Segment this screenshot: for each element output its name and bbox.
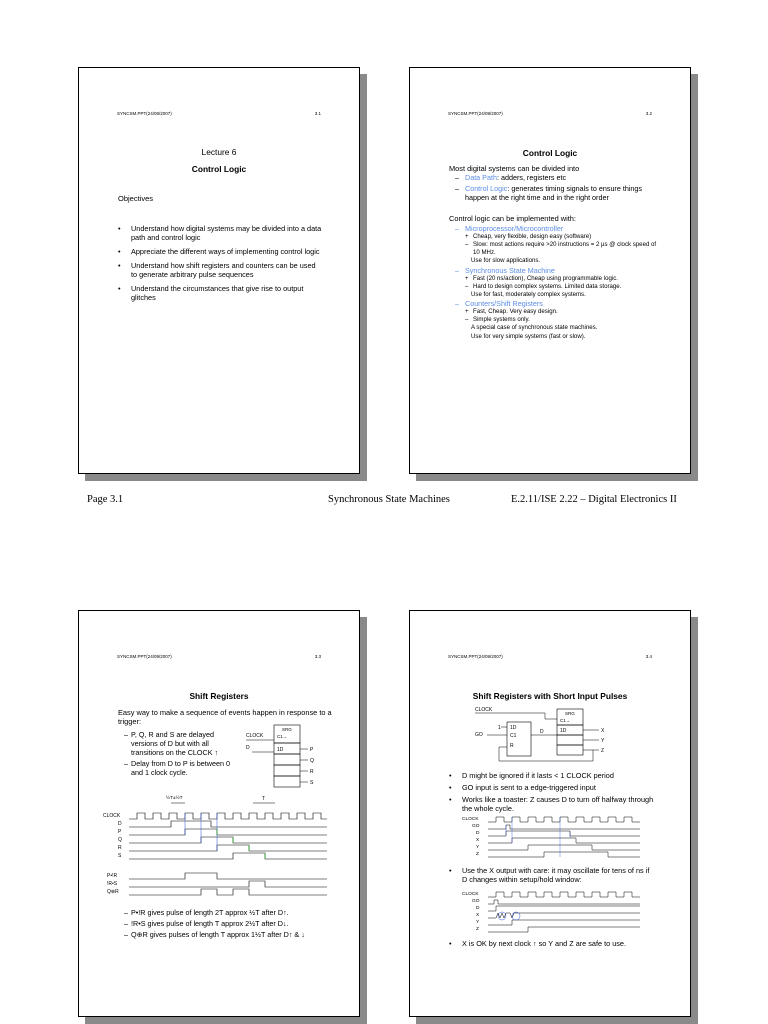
delay-note: – P, Q, R and S are delayed versions of D but with all transitions on the CLOCK ↑ (118, 730, 240, 757)
slide-header: SYNCSM.PPT(24/09/2007) (448, 111, 503, 116)
control-logic-text: : generates timing signals to ensure things happen at the right time and in the right order (465, 184, 643, 202)
ff-1d-label: 1D (510, 725, 517, 731)
intro-text: Most digital systems can be divided into (449, 164, 580, 173)
note-item: • Works like a toaster: Z causes D to turn off halfway through the whole cycle. (449, 795, 654, 813)
pro-item: + Fast (20 ns/action), Cheap using programmable logic. (465, 274, 618, 282)
signal-label: !R•S (107, 881, 118, 887)
con-item: – Slow: most actions require >20 instructions = 2 µs @ clock speed of 10 MHz. (465, 241, 657, 256)
go-label: GO (475, 732, 483, 738)
pro-text: Fast, Cheap. Very easy design. (473, 308, 558, 315)
control-logic-item (449, 184, 659, 202)
data-path-text: : adders, registers etc (496, 173, 567, 182)
output-label: Z (601, 748, 605, 754)
d-input-label: D (246, 745, 250, 751)
slide-number: 3.2 (645, 111, 652, 116)
clock-waveform (129, 813, 327, 819)
con-text: Slow: most actions require >20 instructions = 2 µs @ clock speed of 10 MHz. (473, 241, 657, 256)
con-text: Simple systems only. (473, 316, 530, 323)
signal-label: D (476, 831, 480, 836)
signal-label: P•!R (107, 873, 118, 879)
note-item: • D might be ignored if it lasts < 1 CLOCK period (449, 771, 654, 780)
con-item: – Hard to design complex systems. Limited data storage. (465, 282, 622, 290)
notes-list-3 (449, 939, 664, 953)
note-item: • X is OK by next clock ↑ so Y and Z are safe to use. (449, 939, 664, 948)
usage-text: Use for very simple systems (fast or slow). (471, 332, 586, 340)
slide-3-1 (78, 67, 360, 474)
lecture-number: Lecture 6 (201, 147, 237, 157)
output-label: S (310, 780, 314, 786)
d-signal-label: D (540, 729, 544, 735)
notes-list-1 (449, 771, 654, 818)
signal-label: Y (476, 920, 480, 925)
output-label: X (601, 728, 605, 734)
signal-label: CLOCK (462, 817, 479, 822)
result-note: – P•!R gives pulse of length 2T approx ½T after D↑. (118, 908, 338, 917)
objective-item: • Appreciate the different ways of implementing control logic (118, 247, 323, 256)
slide-number: 3.1 (314, 111, 321, 116)
result-notes (118, 908, 338, 939)
output-label: Q (310, 758, 314, 764)
result-note: – !R•S gives pulse of length T approx 2½T after D↓. (118, 919, 338, 928)
slide-body (449, 164, 659, 341)
pro-item: + Cheap, very flexible, design easy (software) (465, 233, 592, 240)
signal-label: Q (118, 837, 122, 843)
signal-label: Q⊕R (107, 889, 119, 895)
slide-title: Control Logic (522, 148, 578, 158)
note-item: • Use the X output with care: it may oscillate for tens of ns if D changes within setup/hold window: (449, 866, 654, 884)
signal-label: GO (472, 824, 480, 829)
output-label: R (310, 769, 314, 775)
control-logic-name: Control Logic (465, 184, 508, 193)
con-text: Hard to design complex systems. Limited data storage. (473, 282, 622, 290)
timing-period-label: T (262, 796, 266, 802)
signal-label: X (476, 913, 480, 918)
srg-label: SRG (282, 727, 292, 732)
constant-one-label: 1 (498, 725, 501, 731)
signal-label: CLOCK (462, 892, 479, 897)
signal-label: X (476, 838, 480, 843)
clock-input-label: CLOCK (246, 733, 264, 739)
signal-label: Z (476, 927, 479, 932)
signal-label: D (476, 906, 480, 911)
signal-label: D (118, 821, 122, 827)
method-state-machine: – Synchronous State Machine (449, 266, 659, 275)
slide-number: 3.3 (314, 654, 321, 659)
objective-item: • Understand how digital systems may be divided into a data path and control logic (118, 224, 323, 242)
slide-header: SYNCSM.PPT(24/09/2007) (117, 654, 172, 659)
slide-title: Shift Registers (189, 691, 249, 701)
c1-label: C1→ (560, 718, 571, 723)
note-item: • GO input is sent to a edge-triggered input (449, 783, 654, 792)
slide-3-3 (78, 610, 360, 1017)
objectives-label: Objectives (118, 194, 154, 203)
output-label: P (310, 747, 314, 753)
slide-3-2 (409, 67, 691, 474)
signal-label: R (118, 845, 122, 851)
slide-header: SYNCSM.PPT(24/09/2007) (117, 111, 172, 116)
data-path-name: Data Path (465, 173, 497, 182)
ff-reset-label: R (510, 743, 514, 749)
slide-header: SYNCSM.PPT(24/09/2007) (448, 654, 503, 659)
c1-label: C1→ (277, 734, 288, 739)
notes-list-2 (449, 866, 654, 889)
timing-diagram-2 (460, 889, 660, 939)
usage-text: Use for fast, moderately complex systems. (471, 290, 586, 298)
method-microprocessor: – Microprocessor/Microcontroller (449, 224, 659, 233)
slide-title: Shift Registers with Short Input Pulses (472, 691, 628, 701)
circuit-diagram (465, 705, 665, 765)
pro-text: Fast (20 ns/action), Cheap using programmable logic. (473, 274, 618, 282)
signal-label: S (118, 853, 122, 859)
delay-note: – Delay from D to P is between 0 and 1 clock cycle. (118, 759, 240, 777)
timing-diagram-1 (460, 814, 660, 864)
signal-label: GO (472, 899, 480, 904)
method-counters: – Counters/Shift Registers (449, 299, 659, 308)
pro-item: + Fast, Cheap. Very easy design. (465, 308, 558, 315)
footer-page: Page 3.1 (87, 494, 124, 505)
delay-notes (118, 730, 240, 777)
implementation-text: Control logic can be implemented with: (449, 214, 576, 223)
footer-course: E.2.11/ISE 2.22 – Digital Electronics II (511, 494, 677, 505)
slide-number: 3.4 (645, 654, 652, 659)
signal-label: CLOCK (103, 813, 121, 819)
srg-1d-label: 1D (560, 728, 567, 734)
usage-text: Use for slow applications. (471, 257, 541, 264)
clock-label: CLOCK (475, 707, 493, 713)
signal-label: Z (476, 852, 479, 857)
timing-half-label: ½T±½T (166, 796, 183, 801)
objective-item: • Understand the circumstances that give rise to output glitches (118, 284, 323, 302)
footer-topic: Synchronous State Machines (328, 494, 450, 505)
output-label: Y (601, 738, 605, 744)
slide-3-4 (409, 610, 691, 1017)
signal-label: Y (476, 845, 480, 850)
objectives-list (118, 224, 323, 307)
ff-c1-label: C1 (510, 733, 517, 739)
srg-label: SRG (565, 711, 575, 716)
shift-register-symbol (244, 724, 344, 794)
objective-item: • Understand how shift registers and counters can be used to generate arbitrary pulse sequences (118, 261, 323, 279)
timing-diagram (99, 791, 339, 901)
result-note: – Q⊕R gives pulses of length T approx 1½T after D↑ & ↓ (118, 930, 338, 939)
pro-text: Cheap, very flexible, design easy (software) (473, 233, 592, 240)
signal-label: P (118, 829, 122, 835)
con-item: – Simple systems only. (465, 316, 530, 323)
data-path-item (449, 173, 659, 182)
note-text: A special case of synchronous state machines. (471, 324, 598, 331)
input-1d-label: 1D (277, 747, 284, 753)
slide-title: Control Logic (191, 164, 247, 174)
intro-text: Easy way to make a sequence of events happen in response to a trigger: (118, 708, 332, 726)
